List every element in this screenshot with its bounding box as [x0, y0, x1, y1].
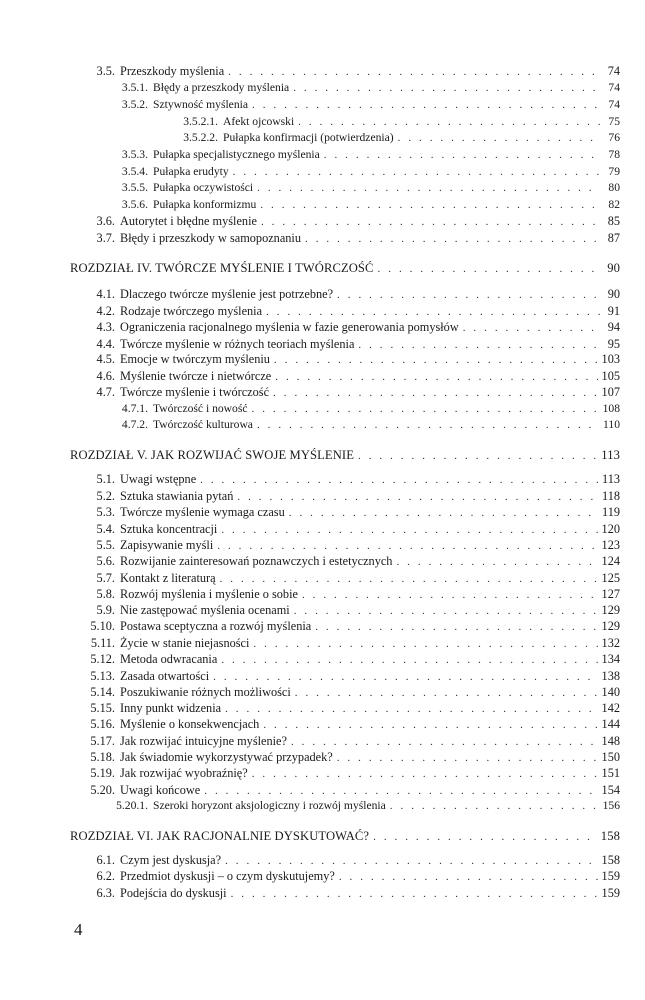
page-ref: 138 — [601, 669, 620, 683]
toc-entry — [92, 797, 620, 815]
page-ref: 87 — [607, 231, 620, 245]
section-number: 5.10. — [90, 619, 115, 633]
toc-entry — [82, 285, 620, 303]
toc-entry — [82, 318, 620, 336]
toc-entry — [82, 617, 620, 635]
toc-entry — [92, 416, 620, 434]
dot-leader — [305, 230, 600, 248]
page-ref: 124 — [601, 554, 620, 568]
section-title: Pułapka konfirmacji (potwierdzenia) — [223, 131, 394, 144]
dot-leader — [293, 79, 600, 97]
section-number: 6.2. — [96, 869, 115, 883]
section-number: 5.19. — [90, 766, 115, 780]
section-title: Uwagi wstępne — [120, 472, 197, 486]
section-number: 5.5. — [96, 538, 115, 552]
dot-leader — [324, 146, 600, 164]
section-title: Myślenie twórcze i nietwórcze — [120, 369, 272, 383]
page-ref: 159 — [601, 869, 620, 883]
section-number: 4.1. — [96, 287, 115, 301]
page-ref: 158 — [601, 853, 620, 867]
toc-entry — [82, 884, 620, 902]
page-ref: 85 — [607, 214, 620, 228]
toc-entry — [82, 212, 620, 230]
page-ref: 129 — [601, 603, 620, 617]
page-ref: 156 — [602, 799, 620, 812]
section-number: 5.20.1. — [116, 799, 148, 812]
dot-leader — [257, 416, 599, 434]
page-ref: 140 — [601, 685, 620, 699]
section-title: ROZDZIAŁ IV. TWÓRCZE MYŚLENIE I TWÓRCZOŚĆ — [70, 261, 374, 275]
page-ref: 119 — [602, 505, 620, 519]
section-number: 3.5.2.2. — [183, 131, 218, 144]
section-number: 5.14. — [90, 685, 115, 699]
section-number: 5.11. — [90, 636, 115, 650]
section-title: Pułapka oczywistości — [153, 181, 254, 194]
section-title: Błędy i przeszkody w samopoznaniu — [120, 231, 301, 245]
section-title: Sztuka stawiania pytań — [120, 489, 234, 503]
section-title: Pułapka konformizmu — [153, 198, 257, 211]
page-ref: 78 — [608, 148, 620, 161]
toc-chapter-heading — [70, 827, 620, 845]
section-number: 3.5.5. — [121, 181, 148, 194]
toc-entry — [82, 503, 620, 521]
section-title: Szeroki horyzont aksjologiczny i rozwój myślenia — [153, 799, 386, 812]
page-ref: 113 — [601, 448, 620, 462]
page-ref: 110 — [603, 418, 620, 431]
page-ref: 80 — [608, 181, 620, 194]
dot-leader — [358, 447, 597, 465]
page-ref: 134 — [601, 652, 620, 666]
page-ref: 74 — [608, 81, 620, 94]
dot-leader — [390, 797, 599, 815]
dot-leader — [378, 260, 600, 278]
section-number: 4.3. — [96, 320, 115, 334]
page-ref: 107 — [601, 385, 620, 399]
page-ref: 79 — [608, 165, 620, 178]
page-ref: 95 — [607, 337, 620, 351]
section-number: 3.5.6. — [121, 198, 148, 211]
page-ref: 91 — [607, 304, 620, 318]
section-title: Poszukiwanie różnych możliwości — [120, 685, 291, 699]
section-number: 4.5. — [96, 352, 115, 366]
dot-leader — [373, 828, 597, 846]
page-ref: 76 — [608, 131, 620, 144]
page-ref: 129 — [601, 619, 620, 633]
section-number: 3.5.2. — [121, 98, 148, 111]
section-number: 3.5.4. — [121, 165, 148, 178]
section-title: Podejścia do dyskusji — [120, 886, 227, 900]
toc-chapter-heading — [70, 446, 620, 464]
section-title: Autorytet i błędne myślenie — [120, 214, 257, 228]
section-number: 5.1. — [96, 472, 115, 486]
section-number: 5.7. — [96, 571, 115, 585]
section-title: Kontakt z literaturą — [120, 571, 216, 585]
section-number: 4.7.2. — [121, 418, 148, 431]
section-number: 6.1. — [96, 853, 115, 867]
toc-entry — [82, 715, 620, 733]
section-number: 3.5. — [96, 64, 115, 78]
section-title: Jak świadomie wykorzystywać przypadek? — [120, 750, 333, 764]
toc-entry — [82, 470, 620, 488]
section-title: Rodzaje twórczego myślenia — [120, 304, 263, 318]
section-number: 5.13. — [90, 669, 115, 683]
page-ref: 132 — [601, 636, 620, 650]
page-ref: 103 — [601, 352, 620, 366]
section-number: 3.5.2.1. — [183, 115, 218, 128]
section-title: Metoda odwracania — [120, 652, 218, 666]
section-title: Życie w stanie niejasności — [120, 636, 250, 650]
page-ref: 113 — [602, 472, 620, 486]
section-title: Twórcze myślenie i twórczość — [120, 385, 270, 399]
toc-entry — [82, 650, 620, 668]
toc-entry — [92, 179, 620, 197]
page-ref: 108 — [602, 402, 620, 415]
section-number: 5.8. — [96, 587, 115, 601]
section-number: 5.6. — [96, 554, 115, 568]
page-ref: 74 — [607, 64, 620, 78]
section-title: Inny punkt widzenia — [120, 701, 222, 715]
section-title: Twórczość kulturowa — [153, 418, 253, 431]
section-title: Rozwijanie zainteresowań poznawczych i estetycznych — [120, 554, 393, 568]
section-number: 5.16. — [90, 717, 115, 731]
section-number: 5.17. — [90, 734, 115, 748]
section-number: 5.15. — [90, 701, 115, 715]
page-ref: 159 — [601, 886, 620, 900]
section-title: Jak rozwijać wyobraźnię? — [120, 766, 248, 780]
section-title: Pułapka specjalistycznego myślenia — [153, 148, 320, 161]
section-title: Czym jest dyskusja? — [120, 853, 222, 867]
page-ref: 148 — [601, 734, 620, 748]
section-number: 5.4. — [96, 522, 115, 536]
section-number: 5.20. — [90, 783, 115, 797]
section-title: Rozwój myślenia i myślenie o sobie — [120, 587, 298, 601]
section-title: Ograniczenia racjonalnego myślenia w fazie generowania pomysłów — [120, 320, 459, 334]
page-ref: 158 — [600, 829, 620, 843]
page-ref: 90 — [607, 261, 620, 275]
section-number: 4.2. — [96, 304, 115, 318]
section-number: 4.7.1. — [121, 402, 148, 415]
section-number: 4.7. — [96, 385, 115, 399]
page-ref: 123 — [601, 538, 620, 552]
section-title: Przeszkody myślenia — [120, 64, 225, 78]
section-title: Afekt ojcowski — [223, 115, 295, 128]
section-number: 5.12. — [90, 652, 115, 666]
toc-entry — [82, 867, 620, 885]
page-ref: 94 — [607, 320, 620, 334]
section-title: Myślenie o konsekwencjach — [120, 717, 260, 731]
section-title: Jak rozwijać intuicyjne myślenie? — [120, 734, 287, 748]
page-number: 4 — [74, 920, 83, 939]
page-ref: 75 — [608, 115, 620, 128]
toc-entry — [82, 62, 620, 80]
section-title: Przedmiot dyskusji – o czym dyskutujemy? — [120, 869, 335, 883]
section-number: 5.3. — [96, 505, 115, 519]
section-number: 4.6. — [96, 369, 115, 383]
dot-leader — [252, 96, 600, 114]
section-number: 5.18. — [90, 750, 115, 764]
page-ref: 127 — [601, 587, 620, 601]
page-ref: 154 — [601, 783, 620, 797]
page-ref: 150 — [601, 750, 620, 764]
page-ref: 142 — [601, 701, 620, 715]
page-ref: 82 — [608, 198, 620, 211]
section-number: 4.4. — [96, 337, 115, 351]
section-number: 6.3. — [96, 886, 115, 900]
toc-entry — [82, 383, 620, 401]
section-title: Emocje w twórczym myśleniu — [120, 352, 270, 366]
section-title: Pułapka erudyty — [153, 165, 229, 178]
section-title: Sztywność myślenia — [153, 98, 248, 111]
page-ref: 151 — [601, 766, 620, 780]
page-ref: 105 — [601, 369, 620, 383]
section-title: Zasada otwartości — [120, 669, 210, 683]
section-title: Twórcze myślenie wymaga czasu — [120, 505, 285, 519]
page-ref: 120 — [601, 522, 620, 536]
section-title: Błędy a przeszkody myślenia — [153, 81, 290, 94]
section-title: ROZDZIAŁ V. JAK ROZWIJAĆ SWOJE MYŚLENIE — [70, 448, 354, 462]
page-ref: 118 — [602, 489, 620, 503]
toc-entry — [92, 96, 620, 114]
section-title: Zapisywanie myśli — [120, 538, 214, 552]
toc-entry — [92, 146, 620, 164]
dot-leader — [231, 885, 598, 903]
section-title: Nie zastępować myślenia ocenami — [120, 603, 290, 617]
toc-entry — [143, 129, 620, 147]
section-title: Twórczość i nowość — [153, 402, 248, 415]
toc-chapter-heading — [70, 259, 620, 277]
page-ref: 144 — [601, 717, 620, 731]
section-number: 3.5.1. — [121, 81, 148, 94]
page-ref: 90 — [607, 287, 620, 301]
dot-leader — [398, 129, 600, 147]
section-number: 3.6. — [96, 214, 115, 228]
toc-entry — [82, 350, 620, 368]
section-title: Dlaczego twórcze myślenie jest potrzebne? — [120, 287, 334, 301]
section-title: ROZDZIAŁ VI. JAK RACJONALNIE DYSKUTOWAĆ? — [70, 829, 370, 843]
dot-leader — [257, 179, 600, 197]
section-title: Postawa sceptyczna a rozwój myślenia — [120, 619, 312, 633]
section-number: 3.7. — [96, 231, 115, 245]
toc-entry — [82, 552, 620, 570]
section-title: Twórcze myślenie w różnych teoriach myślenia — [120, 337, 355, 351]
section-title: Sztuka koncentracji — [120, 522, 218, 536]
page-ref: 74 — [608, 98, 620, 111]
section-number: 5.9. — [96, 603, 115, 617]
toc-entry — [82, 229, 620, 247]
section-number: 3.5.3. — [121, 148, 148, 161]
section-title: Uwagi końcowe — [120, 783, 201, 797]
toc-entry — [92, 79, 620, 97]
page-ref: 125 — [601, 571, 620, 585]
toc-entry — [82, 764, 620, 782]
section-number: 5.2. — [96, 489, 115, 503]
